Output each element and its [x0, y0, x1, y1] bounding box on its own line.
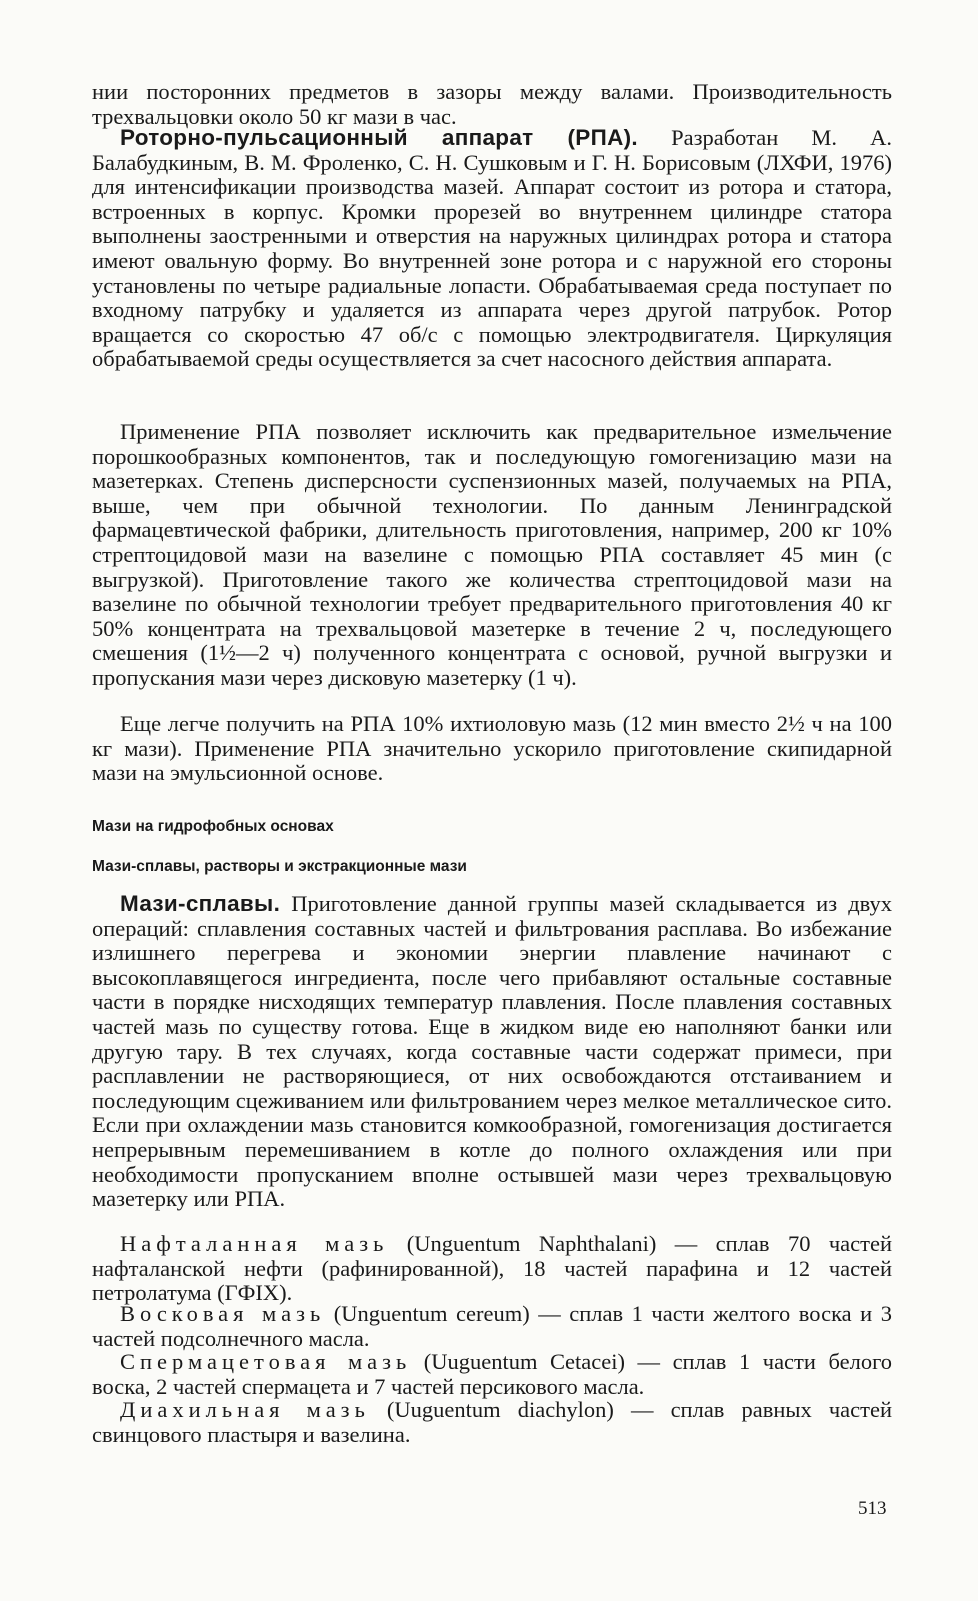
subsection-heading: Мази-сплавы, растворы и экстракционные мази	[92, 858, 467, 875]
paragraph-mazi-splavy	[92, 892, 892, 1212]
recipe-text: (Unguentum Naphthalani) — сплав 70 частей нафталанской нефти (рафинированной), 18 частей парафина и 12 частей петролатума (ГФIX).	[92, 1231, 892, 1306]
recipe-name: Восковая мазь	[120, 1301, 326, 1326]
paragraph-rpa-application: Применение РПА позволяет исключить как предварительное измельчение порошкообразных компонентов, так и последующую гомогенизацию мази на мазетерках. Степень дисперсности суспензионных мазей, получаемых на РПА, выше, чем при обычной технологии. По данным Ленинградской фармацевтической фабрики, длительность приготовления, например, 200 кг 10% стрептоцидовой мази на вазелине с помощью РПА составляет 45 мин (с выгрузкой). Приготовление такого же количества стрептоцидовой мази на вазелине по обычной технологии требует предварительного приготовления 40 кг 50% концентрата на трехвальцовой мазетерке в течение 2 ч, последующего смешения (1½—2 ч) полученного концентрата с основой, ручной выгрузки и пропускания мази через дисковую мазетерку (1 ч).	[92, 419, 892, 690]
paragraph-rpa	[92, 126, 892, 372]
recipe-text: (Uuguentum diachylon) — сплав равных частей свинцового пластыря и вазелина.	[92, 1397, 892, 1447]
recipe-diahil	[92, 1398, 892, 1447]
recipe-text: (Unguentum cereum) — сплав 1 части желтого воска и 3 частей подсолнечного масла.	[92, 1301, 892, 1351]
recipe-text: (Uuguentum Cetacei) — сплав 1 части белого воска, 2 частей спермацета и 7 частей персикового масла.	[92, 1349, 892, 1399]
recipe-naftalan	[92, 1232, 892, 1306]
page-number: 513	[858, 1498, 887, 1519]
mazi-splavy-text: Приготовление данной группы мазей складывается из двух операций: сплавления составных частей и фильтрования расплава. Во избежание излишнего перегрева и экономии энергии плавление начинают с высокоплавящегося ингредиента, после чего прибавляют остальные составные части в порядке нисходящих температур плавления. После плавления составных частей мазь по существу готова. Еще в жидком виде ею наполняют банки или другую тару. В тех случаях, когда составные части содержат примеси, при расплавлении не растворяющиеся, от них освобождаются отстаиванием и последующим сцеживанием или фильтрованием через мелкое металлическое сито. Если при охлаждении мазь становится комкообразной, гомогенизация достигается непрерывным перемешиванием в котле до полного охлаждения или при необходимости пропусканием вполне остывшей мази через трехвальцовую мазетерку или РПА.	[92, 891, 892, 1212]
recipe-name: Диахильная мазь	[120, 1397, 370, 1422]
recipe-vosk	[92, 1302, 892, 1351]
rpa-description: Разработан М. А. Балабудкиным, В. М. Фроленко, С. Н. Сушковым и Г. Н. Борисовым (ЛХФИ, 1976) для интенсификации производства мазей. Аппарат состоит из ротора и статора, встроенных в корпус. Кромки прорезей во внутреннем цилиндре статора выполнены заостренными и отверстия на наружных цилиндрах ротора и статора имеют овальную форму. Во внутренней зоне ротора и с наружной его стороны установлены по четыре радиальные лопасти. Обрабатываемая среда поступает по входному патрубку и удаляется из аппарата через другой патрубок. Ротор вращается со скоростью 47 об/с с помощью электродвигателя. Циркуляция обрабатываемой среды осуществляется за счет насосного действия аппарата.	[92, 125, 892, 372]
rpa-heading: Роторно-пульсационный аппарат (РПА).	[120, 125, 638, 150]
paragraph-intro: нии посторонних предметов в зазоры между валами. Производительность трехвальцовки около 50 кг мази в час.	[92, 79, 892, 129]
recipe-name: Спермацетовая мазь	[120, 1349, 412, 1374]
recipe-spermacet	[92, 1350, 892, 1399]
paragraph-rpa-ichthyol: Еще легче получить на РПА 10% ихтиоловую мазь (12 мин вместо 2½ ч на 100 кг мази). Применение РПА значительно ускорило приготовление скипидарной мази на эмульсионной основе.	[92, 711, 892, 786]
section-heading: Мази на гидрофобных основах	[92, 818, 334, 835]
recipe-name: Нафталанная мазь	[120, 1231, 389, 1256]
mazi-splavy-term: Мази-сплавы.	[120, 891, 281, 916]
